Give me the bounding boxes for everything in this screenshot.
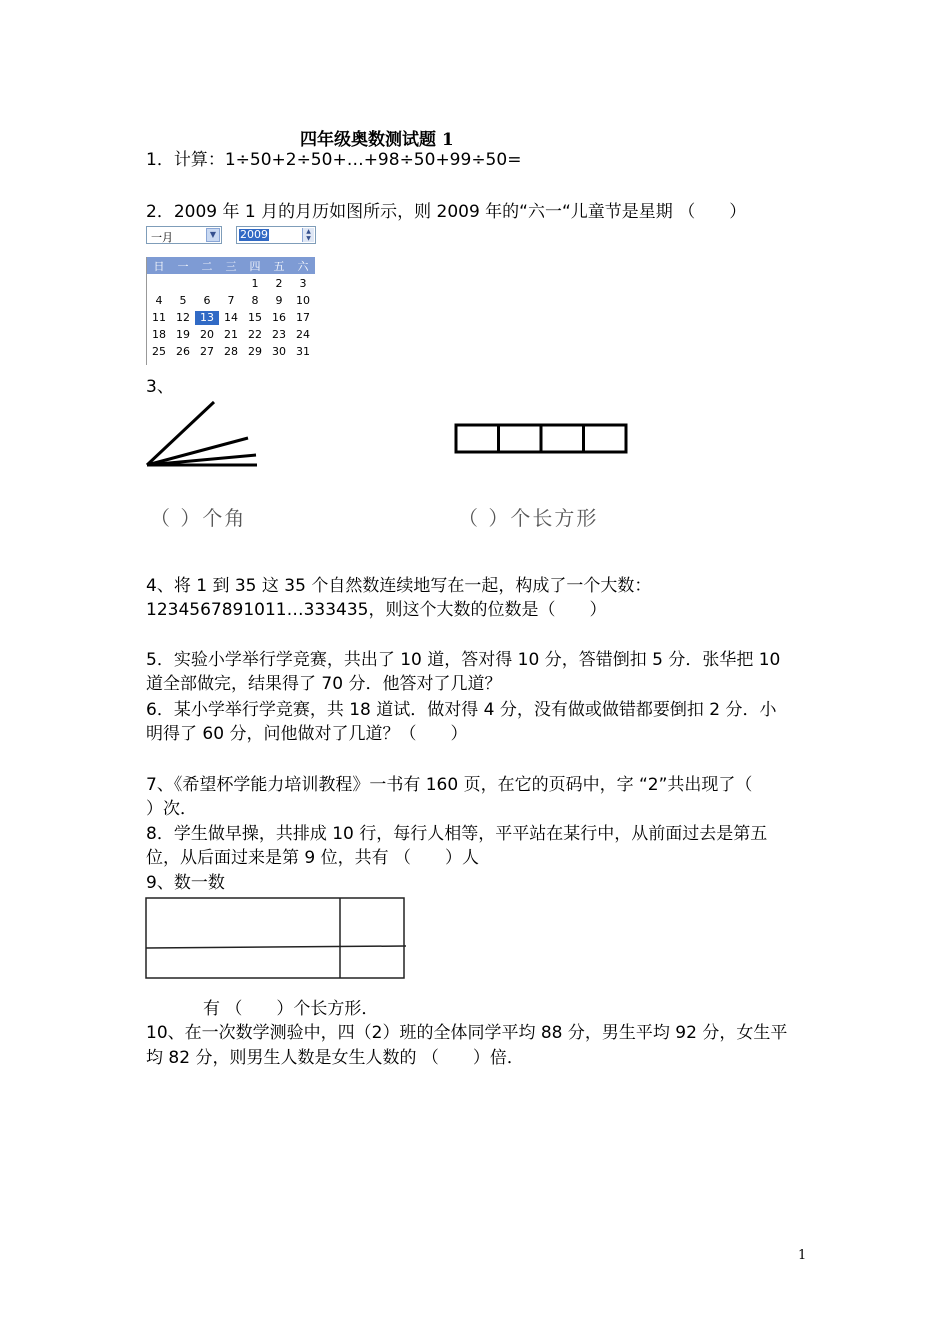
calendar-day: 11 xyxy=(152,311,166,324)
calendar-day: 31 xyxy=(296,345,310,358)
question-1: 1．计算：1÷50+2÷50+…+98÷50+99÷50= xyxy=(146,150,522,170)
calendar-day: 29 xyxy=(248,345,262,358)
calendar-day: 15 xyxy=(248,311,262,324)
calendar-day: 24 xyxy=(296,328,310,341)
year-value: 2009 xyxy=(240,228,268,241)
spin-arrows-icon: ▲ ▼ xyxy=(302,228,314,242)
weekday-label: 六 xyxy=(297,260,309,273)
question-5-line-1: 5．实验小学举行学竞赛，共出了 10 道，答对得 10 分，答错倒扣 5 分．张华把 10 xyxy=(146,650,781,670)
question-9-answer: 有 （ ）个长方形． xyxy=(203,999,379,1019)
question-2: 2．2009 年 1 月的月历如图所示，则 2009 年的“六一“儿童节是星期 （ ） xyxy=(146,202,747,222)
page-title: 四年级奥数测试题 1 xyxy=(300,130,454,150)
question-4-line-1: 4、将 1 到 35 这 35 个自然数连续地写在一起，构成了一个大数： xyxy=(146,576,652,596)
calendar-day: 16 xyxy=(272,311,286,324)
month-value: 一月 xyxy=(151,231,173,244)
angle-count-label: （ ）个角 xyxy=(150,506,247,530)
calendar-day: 14 xyxy=(224,311,238,324)
calendar-day: 18 xyxy=(152,328,166,341)
question-5-line-2: 道全部做完，结果得了 70 分．他答对了几道？ xyxy=(146,674,502,694)
calendar-day: 5 xyxy=(179,294,187,307)
count-rectangles-figure xyxy=(144,896,408,982)
calendar-day: 26 xyxy=(176,345,190,358)
calendar-day: 3 xyxy=(299,277,307,290)
calendar-day: 8 xyxy=(251,294,259,307)
calendar-day: 10 xyxy=(296,294,310,307)
calendar-day: 28 xyxy=(224,345,238,358)
weekday-label: 三 xyxy=(225,260,237,273)
calendar-day: 21 xyxy=(224,328,238,341)
horizontal-divider xyxy=(146,946,406,948)
year-spinner xyxy=(236,226,316,244)
weekday-label: 日 xyxy=(153,260,165,273)
calendar-day: 23 xyxy=(272,328,286,341)
angle-figure xyxy=(140,395,265,475)
weekday-label: 一 xyxy=(177,260,189,273)
question-9: 9、数一数 xyxy=(146,873,225,893)
calendar-day: 20 xyxy=(200,328,214,341)
calendar-grid xyxy=(146,257,316,365)
calendar-day: 25 xyxy=(152,345,166,358)
calendar-day: 30 xyxy=(272,345,286,358)
question-8-line-2: 位，从后面过来是第 9 位，共有 （ ）人 xyxy=(146,848,480,868)
outer-box xyxy=(146,898,404,978)
question-7-line-1: 7、《希望杯学能力培训教程》一书有 160 页，在它的页码中，字 “2”共出现了（ xyxy=(146,775,753,795)
calendar-weekday-header xyxy=(147,257,315,274)
weekday-label: 五 xyxy=(273,260,285,273)
question-10-line-2: 均 82 分，则男生人数是女生人数的 （ ）倍． xyxy=(146,1048,524,1068)
calendar-day: 9 xyxy=(275,294,283,307)
calendar-day: 17 xyxy=(296,311,310,324)
chevron-down-icon: ▼ xyxy=(206,228,220,242)
calendar-day: 22 xyxy=(248,328,262,341)
page-number: 1 xyxy=(798,1248,807,1263)
question-10-line-1: 10、在一次数学测验中，四（2）班的全体同学平均 88 分，男生平均 92 分，女生平 xyxy=(146,1023,788,1043)
month-select xyxy=(146,226,222,244)
question-3: 3、 xyxy=(146,377,174,397)
rectangles-figure xyxy=(453,422,629,456)
question-7-line-2: ）次． xyxy=(146,799,197,819)
calendar-day: 1 xyxy=(251,277,259,290)
question-4-line-2: 1234567891011…333435，则这个大数的位数是（ ） xyxy=(146,600,607,620)
calendar-day: 27 xyxy=(200,345,214,358)
question-8-line-1: 8．学生做早操，共排成 10 行，每行人相等，平平站在某行中，从前面过去是第五 xyxy=(146,824,768,844)
calendar-day: 6 xyxy=(203,294,211,307)
question-6-line-2: 明得了 60 分，问他做对了几道？（ ） xyxy=(146,724,468,744)
calendar-day: 12 xyxy=(176,311,190,324)
weekday-label: 四 xyxy=(249,260,261,273)
calendar-day: 13 xyxy=(195,311,219,325)
calendar-day: 19 xyxy=(176,328,190,341)
calendar-day: 2 xyxy=(275,277,283,290)
calendar-day: 4 xyxy=(155,294,163,307)
rect-count-label: （ ）个长方形 xyxy=(458,506,599,530)
weekday-label: 二 xyxy=(201,260,213,273)
question-6-line-1: 6．某小学举行学竞赛，共 18 道试．做对得 4 分，没有做或做错都要倒扣 2 分．小 xyxy=(146,700,777,720)
calendar-day: 7 xyxy=(227,294,235,307)
